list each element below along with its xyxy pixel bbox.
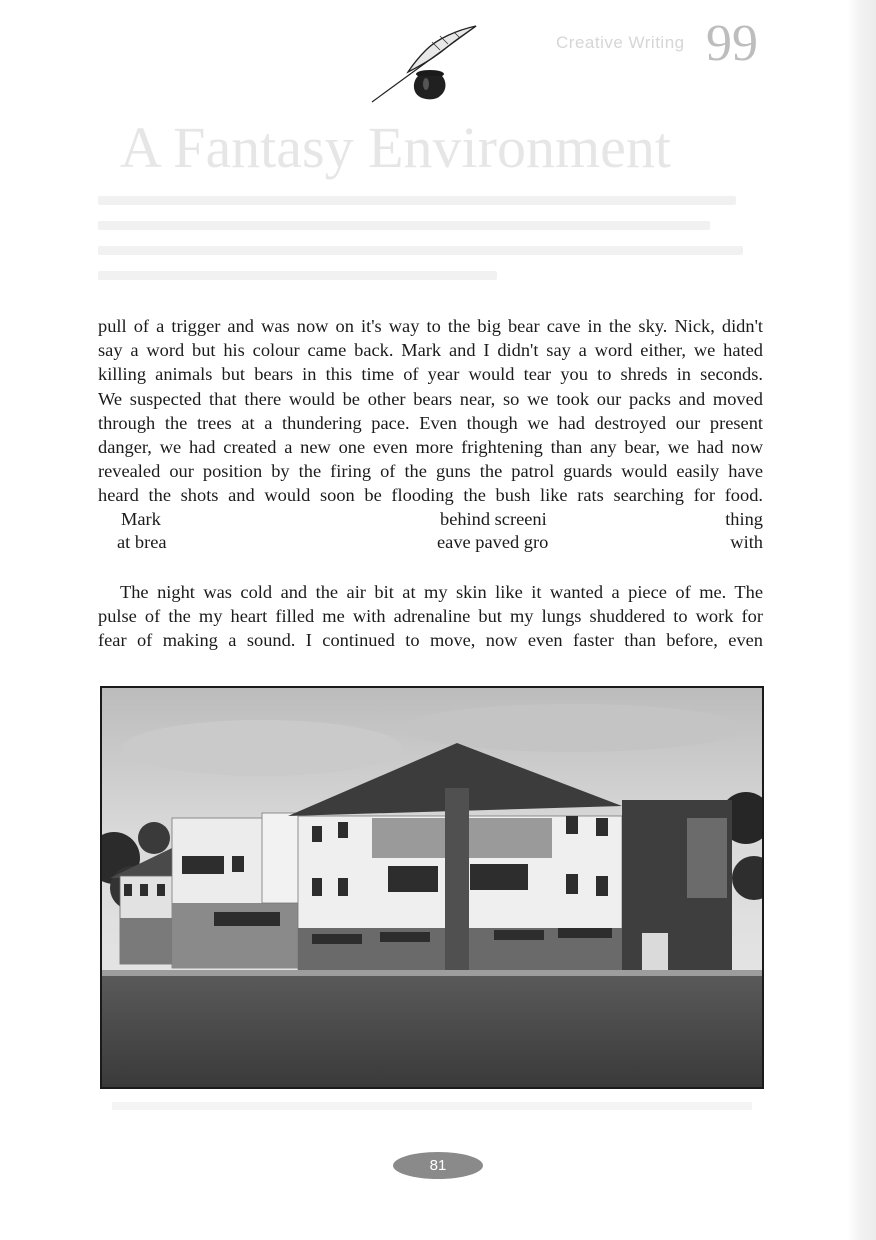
fragment: with: [730, 532, 763, 552]
quill-and-inkpot-icon: [368, 22, 480, 106]
fragment-row: [98, 508, 763, 531]
story-paragraph-1: [98, 314, 763, 508]
bleed-through-title: A Fantasy Environment: [120, 115, 671, 180]
fragment-row: [98, 531, 763, 554]
fragment: behind screeni: [440, 509, 547, 529]
text-line: pull of a trigger and was now on it's way to the big bear cave in the sky. Nick, didn't: [98, 316, 763, 336]
text-line: heard the shots and would soon be flooding the bush like rats searching for food.: [98, 485, 763, 506]
fragment: Mark: [121, 509, 161, 529]
fragment: eave paved gro: [437, 532, 549, 552]
text-line: through the trees at a thundering pace. Even though we had destroyed our present: [98, 412, 763, 433]
fragment: at brea: [117, 532, 167, 552]
text-line: say a word but his colour came back. Mark and I didn't say a word either, we hated: [98, 340, 763, 361]
building-photo: [100, 686, 764, 1089]
text-line: pulse of the my heart filled me with adrenaline but my lungs shuddered to work for: [98, 606, 763, 627]
header-quote-mark: 99: [706, 15, 758, 72]
text-line: The night was cold and the air bit at my skin like it wanted a piece of me. The: [120, 582, 763, 602]
story-paragraph-2: [98, 580, 763, 653]
page-edge-shadow: [848, 0, 876, 1240]
page-number-badge: 81: [393, 1152, 483, 1179]
text-line: killing animals but bears in this time of year would tear you to shreds in seconds.: [98, 364, 763, 385]
text-line: danger, we had created a new one even more frightening than any bear, we had now: [98, 437, 763, 458]
text-line: revealed our position by the firing of the guns the patrol guards would easily have: [98, 461, 763, 482]
bleed-through-caption: [112, 1102, 752, 1110]
text-line: fear of making a sound. I continued to move, now even faster than before, even: [98, 630, 763, 651]
bleed-through-lines: [98, 196, 763, 296]
header-section-label: Creative Writing: [556, 33, 685, 52]
text-line: We suspected that there would be other bears near, so we took our packs and moved: [98, 388, 763, 409]
fragmented-text: [98, 508, 763, 554]
fragment: thing: [725, 509, 763, 529]
